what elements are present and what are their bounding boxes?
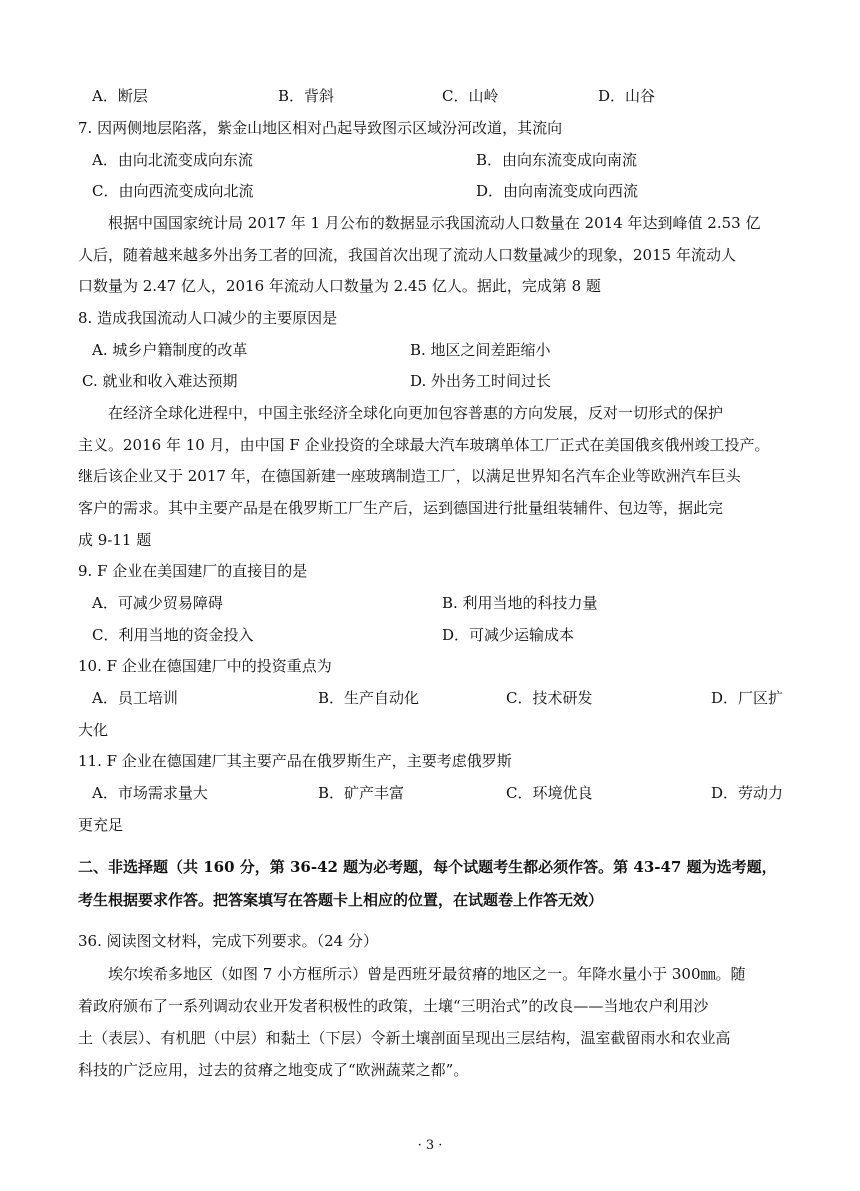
q9-option-a: A．可减少贸易障碍: [92, 594, 223, 612]
q10-option-b: B．生产自动化: [318, 689, 420, 707]
q7-option-c: C．由向西流变成向北流: [92, 182, 254, 200]
q8-option-a: A. 城乡户籍制度的改革: [92, 341, 248, 359]
passage2-line: 主义。2016 年 10 月，由中国 F 企业投资的全球最大汽车玻璃单体工厂正式在美国俄亥俄州竣工投产。: [78, 436, 770, 454]
page-number: · 3 ·: [417, 1138, 443, 1153]
q6-option-a: A．断层: [92, 87, 148, 105]
q8-option-b: B. 地区之间差距缩小: [410, 341, 551, 359]
q8-option-d: D. 外出务工时间过长: [410, 372, 552, 390]
q36-passage-line: 着政府颁布了一系列调动农业开发者积极性的政策，土壤“三明治式”的改良——当地农户利用沙: [78, 997, 709, 1015]
q8-stem: 8. 造成我国流动人口减少的主要原因是: [78, 309, 338, 327]
q36-passage-line: 科技的广泛应用，过去的贫瘠之地变成了“欧洲蔬菜之都”。: [78, 1061, 469, 1079]
q11-option-d-wrap: 更充足: [78, 816, 124, 834]
q6-option-b: B．背斜: [278, 87, 335, 105]
q7-option-b: B．由向东流变成向南流: [476, 151, 638, 169]
q11-option-b: B．矿产丰富: [318, 784, 405, 802]
q6-option-c: C．山岭: [442, 87, 499, 105]
section2-heading: 二、非选择题（共 160 分，第 36-42 题为必考题，每个试题考生都必须作答。第 43-47 题为选考题，: [78, 858, 777, 876]
passage1-line: 口数量为 2.47 亿人，2016 年流动人口数量为 2.45 亿人。据此，完成第 8 题: [78, 277, 601, 295]
passage2-line: 在经济全球化进程中，中国主张经济全球化向更加包容普惠的方向发展，反对一切形式的保护: [108, 404, 724, 422]
q7-option-d: D．由向南流变成向西流: [476, 182, 639, 200]
q11-option-a: A．市场需求量大: [92, 784, 208, 802]
q10-stem: 10. F 企业在德国建厂中的投资重点为: [78, 657, 332, 675]
q10-option-d-wrap: 大化: [78, 721, 109, 739]
q9-stem: 9. F 企业在美国建厂的直接目的是: [78, 562, 308, 580]
q10-option-c: C．技术研发: [506, 689, 593, 707]
q9-option-b: B. 利用当地的科技力量: [442, 594, 598, 612]
section2-heading-cont: 考生根据要求作答。把答案填写在答题卡上相应的位置，在试题卷上作答无效）: [78, 891, 604, 909]
q11-stem: 11. F 企业在德国建厂其主要产品在俄罗斯生产，主要考虑俄罗斯: [78, 752, 512, 770]
q9-option-c: C．利用当地的资金投入: [92, 626, 254, 644]
q11-option-c: C．环境优良: [506, 784, 593, 802]
q9-option-d: D．可减少运输成本: [442, 626, 575, 644]
passage1-line: 人后，随着越来越多外出务工者的回流，我国首次出现了流动人口数量减少的现象，2015 年流动人: [78, 246, 736, 264]
q8-option-c: C. 就业和收入难达预期: [82, 372, 238, 390]
q36-passage-line: 埃尔埃希多地区（如图 7 小方框所示）曾是西班牙最贫瘠的地区之一。年降水量小于 300㎜。随: [108, 965, 746, 983]
q10-option-a: A．员工培训: [92, 689, 178, 707]
passage2-line: 客户的需求。其中主要产品是在俄罗斯工厂生产后，运到德国进行批量组装辅件、包边等，据此完: [78, 499, 724, 517]
passage2-line: 成 9-11 题: [78, 531, 152, 549]
q7-stem: 7. 因两侧地层陷落，紫金山地区相对凸起导致图示区域汾河改道，其流向: [78, 119, 563, 137]
q36-passage-line: 土（表层）、有机肥（中层）和黏土（下层）令新土壤剖面呈现出三层结构，温室截留雨水和农业高: [78, 1029, 731, 1047]
q10-option-d: D．厂区扩: [711, 689, 784, 707]
q7-option-a: A．由向北流变成向东流: [92, 151, 253, 169]
passage2-line: 继后该企业又于 2017 年，在德国新建一座玻璃制造工厂，以满足世界知名汽车企业等欧洲汽车巨头: [78, 467, 741, 485]
q36-stem: 36. 阅读图文材料，完成下列要求。（24 分）: [78, 932, 378, 950]
passage1-line: 根据中国国家统计局 2017 年 1 月公布的数据显示我国流动人口数量在 2014 年达到峰值 2.53 亿: [108, 214, 761, 232]
q11-option-d: D．劳动力: [711, 784, 784, 802]
q6-option-d: D．山谷: [598, 87, 656, 105]
